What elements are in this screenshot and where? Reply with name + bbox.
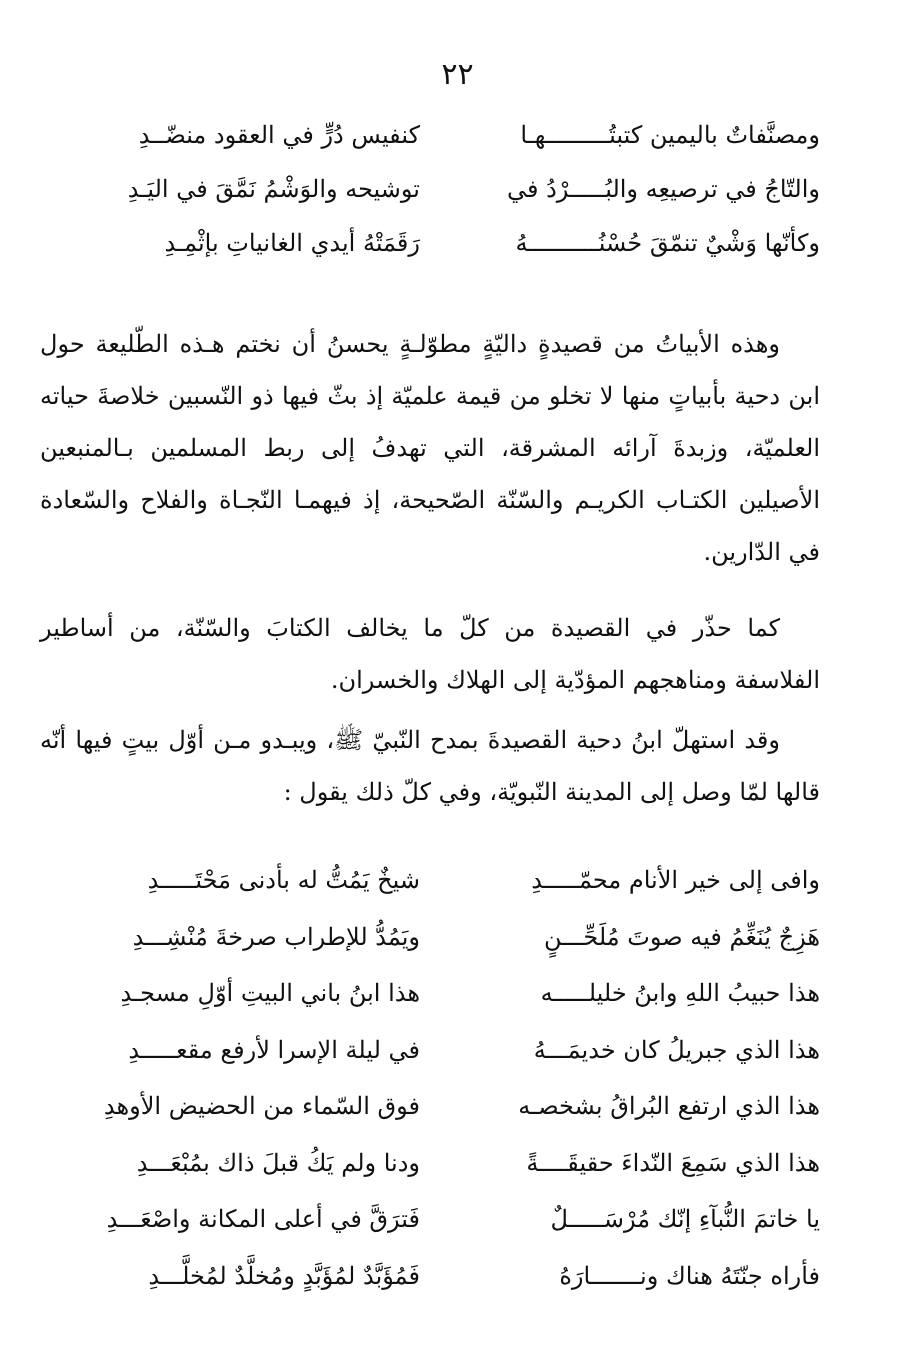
verse-first-hemistich: يا خاتمَ النُّبآءِ إنّك مُرْسَـــــلٌ xyxy=(550,1205,820,1233)
verse-line xyxy=(40,1022,820,1079)
verse-line xyxy=(40,162,820,216)
verse-first-hemistich: وكأنّها وَشْيٌ تنمّقَ حُسْنُــــــــــهُ xyxy=(515,229,820,257)
verse-line xyxy=(40,909,820,966)
verse-first-hemistich: وافى إلى خير الأنام محمّـــــدِ xyxy=(531,866,820,894)
verse-first-hemistich: هذا الذي سَمِعَ النّداءَ حقيقَــــةً xyxy=(526,1148,820,1177)
paragraph-text: كما حذّر في القصيدة من كلّ ما يخالف الكتابَ والسّنّة، من أساطير الفلاسفة ومناهجهم المؤدّية إلى الهلاك والخسران. xyxy=(40,614,820,694)
verse-second-hemistich: ودنا ولم يَكُ قبلَ ذاك بمُبْعَـــدِ xyxy=(136,1148,420,1177)
verse-second-hemistich: توشيحه والوَشْمُ نَمَّقَ في اليَـدِ xyxy=(127,175,420,203)
verse-second-hemistich: ويَمُدُّ للإطراب صرخةَ مُنْشِـــدِ xyxy=(132,922,420,951)
verse-first-hemistich: هذا الذي ارتفع البُراقُ بشخصـه xyxy=(518,1092,820,1120)
paragraph-text: وهذه الأبياتُ من قصيدةٍ داليّةٍ مطوّلـةٍ يحسنُ أن نختم هـذه الطّليعة حول ابن دحية بأبياتٍ منها لا تخلو من قيمة علميّة إذ بثّ فيها ذو النّسبين خلاصةَ حياته العلميّة، وزبدةَ آرائه المشرقة، التي تهدفُ إلى ربط المسلمين بـالمنبعين الأصيلين الكتـاب الكريـم والسّنّة الصّحيحة، إذ فيهمـا النّجـاة والفلاح والسّعادة في الدّارين. xyxy=(40,330,820,566)
paragraph xyxy=(40,714,820,818)
paragraph-text: وقد استهلّ ابنُ دحية القصيدةَ بمدح النّبيّ ﷺ، ويبـدو مـن أوّل بيتٍ فيها أنّه قالها لمّا وصل إلى المدينة النّبويّة، وفي كلّ ذلك يقول : xyxy=(40,726,820,806)
verse-first-hemistich: هذا حبيبُ اللهِ وابنُ خليلـــــه xyxy=(540,979,820,1007)
verse-line xyxy=(40,1248,820,1305)
verse-line xyxy=(40,1135,820,1192)
verse-first-hemistich: فأراه جنّتَهُ هناك ونـــــــارَهُ xyxy=(559,1261,820,1290)
verse-line xyxy=(40,1078,820,1135)
verse-second-hemistich: رَقَمَتْهُ أيدي الغانياتِ بإثْمِـدِ xyxy=(164,229,420,257)
poem-verses-bottom xyxy=(40,852,820,1304)
verse-second-hemistich: فَترَقَّ في أعلى المكانة واصْعَـــدِ xyxy=(106,1205,420,1233)
verse-first-hemistich: هَزِجٌ يُنَغِّمُ فيه صوتَ مُلَحِّـــنٍ xyxy=(544,922,820,951)
page-number: ٢٢ xyxy=(441,57,474,92)
verse-line xyxy=(40,108,820,162)
verse-line xyxy=(40,965,820,1022)
verse-second-hemistich: كنفيس دُرٍّ في العقود منضّــدِ xyxy=(138,121,420,149)
verse-first-hemistich: والتّاجُ في ترصيعِه والبُـــــرْدُ في xyxy=(507,175,820,203)
verse-first-hemistich: ومصنَّفاتٌ باليمين كتبتُـــــــــهـا xyxy=(520,121,820,149)
verse-first-hemistich: هذا الذي جبريلُ كان خديمَـــهُ xyxy=(533,1035,820,1064)
verse-second-hemistich: فَمُؤَبَّدٌ لمُؤَبَّدٍ ومُخلَّدٌ لمُخلَّـــدِ xyxy=(148,1261,420,1290)
verse-second-hemistich: في ليلة الإسرا لأرفع مقعـــــدِ xyxy=(128,1035,420,1064)
verse-line xyxy=(40,1191,820,1248)
poem-verses-top xyxy=(40,108,820,270)
paragraph xyxy=(40,602,820,706)
verse-line xyxy=(40,852,820,909)
paragraph xyxy=(40,318,820,578)
verse-line xyxy=(40,216,820,270)
verse-second-hemistich: فوق السّماء من الحضيض الأوهدِ xyxy=(103,1092,420,1120)
verse-second-hemistich: هذا ابنُ باني البيتِ أوّلِ مسجـدِ xyxy=(120,979,420,1007)
verse-second-hemistich: شيخٌ يَمُتُّ له بأدنى مَحْتَـــــدِ xyxy=(147,866,420,894)
